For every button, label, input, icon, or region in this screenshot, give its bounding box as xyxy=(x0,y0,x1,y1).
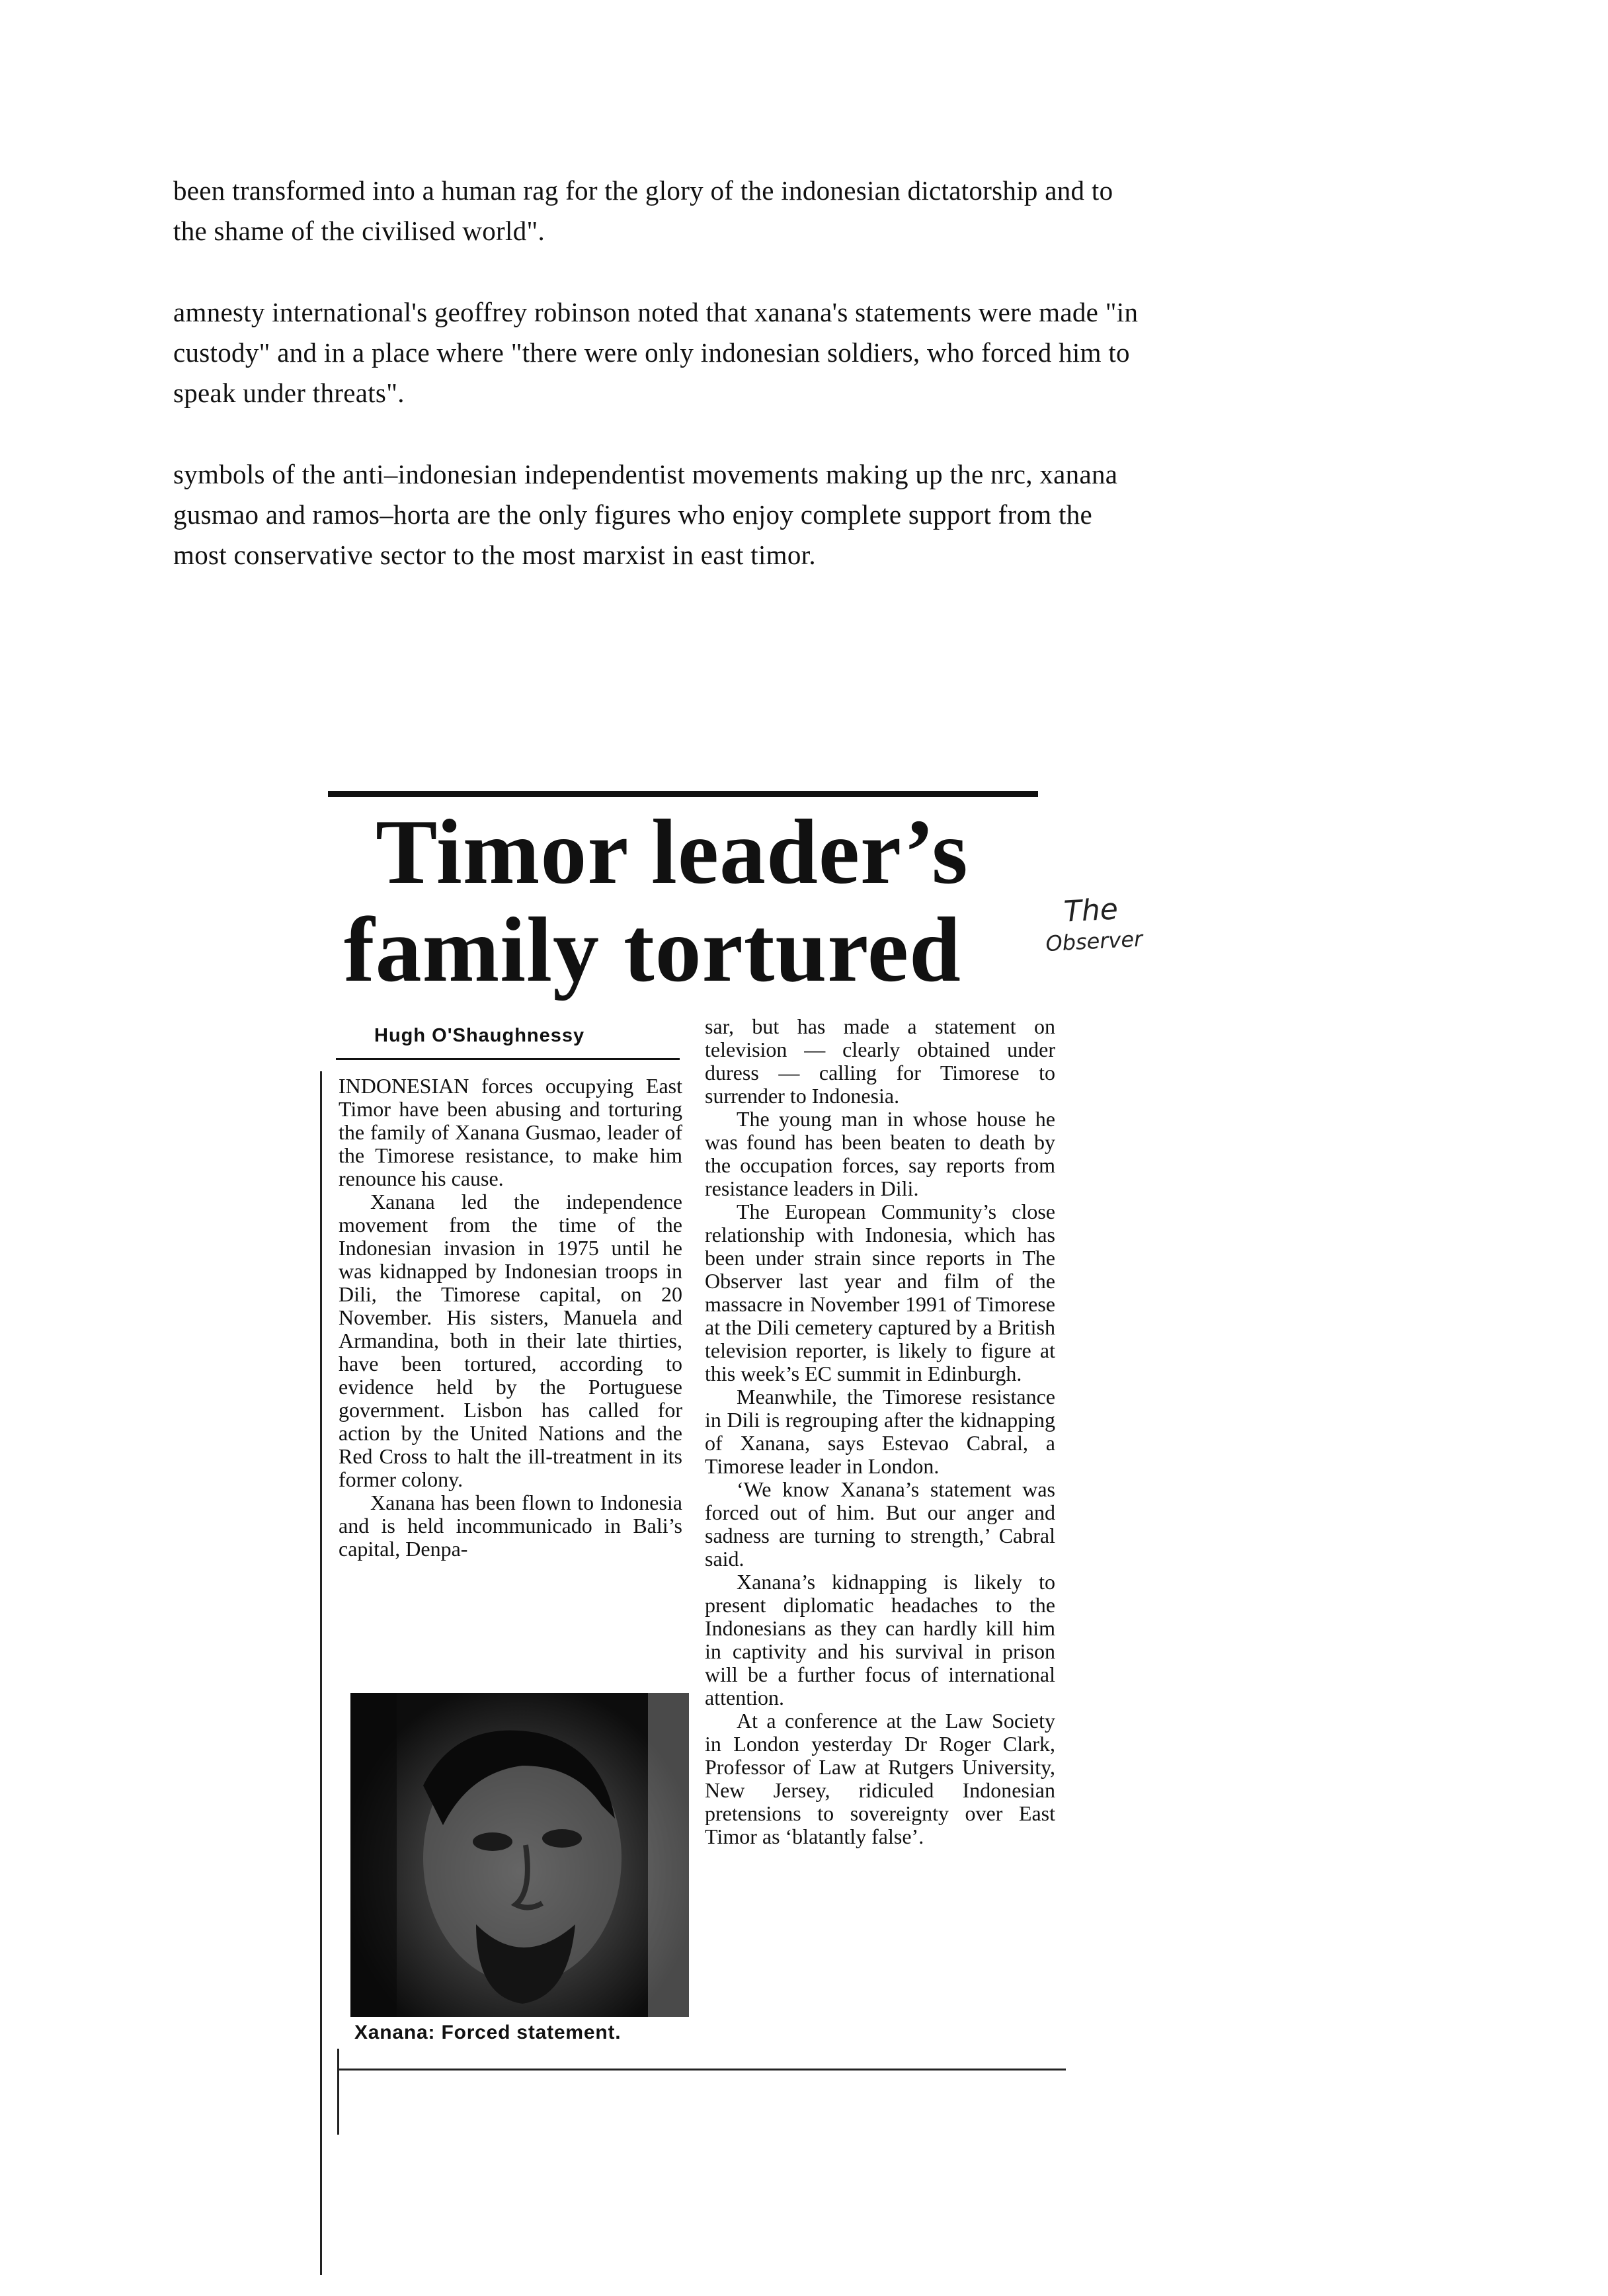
article-paragraph: At a conference at the Law Society in London yesterday Dr Roger Clark, Professor of Law at Rutgers University, New Jersey, ridiculed Indonesian pretensions to sovereignty over East Timor as ‘blatantly false’. xyxy=(705,1709,1055,1848)
article-paragraph: INDONESIAN forces occupying East Timor have been abusing and torturing the family of Xanana Gusmao, leader of the Timorese resistance, to make him renounce his cause. xyxy=(339,1074,682,1190)
article-paragraph: Meanwhile, the Timorese resistance in Dili is regrouping after the kidnapping of Xanana, says Estevao Cabral, a Timorese leader in London. xyxy=(705,1385,1055,1478)
portrait-photo-image xyxy=(350,1693,689,2017)
article-paragraph: Xanana led the independence movement from the time of the Indonesian invasion in 1975 until he was kidnapped by Indonesian troops in Dili, the Timorese capital, on 20 November. His sisters, Manuela and Armandina, both in their late thirties, have been tortured, according to evidence held by the Portuguese government. Lisbon has called for action by the United Nations and the Red Cross to halt the ill-treatment in its former colony. xyxy=(339,1190,682,1491)
article-paragraph: The young man in whose house he was found has been beaten to death by the occupation forces, say reports from resistance leaders in Dili. xyxy=(705,1107,1055,1200)
handwritten-note-line-1: The xyxy=(1063,892,1119,929)
byline-rule xyxy=(336,1058,680,1060)
byline: Hugh O'Shaughnessy xyxy=(374,1025,585,1046)
intro-paragraph: symbols of the anti–indonesian independentist movements making up the nrc, xanana gusmao and ramos–horta are the only figures who enjoy complete support from the most conservative sector to the most marxist in east timor. xyxy=(173,459,1118,570)
intro-text xyxy=(173,171,1152,616)
article-paragraph: ‘We know Xanana’s statement was forced out of him. But our anger and sadness are turning to strength,’ Cabral said. xyxy=(705,1477,1055,1571)
article-paragraph: Xanana has been flown to Indonesia and is held incommunicado in Bali’s capital, Denpa- xyxy=(339,1491,682,1561)
article-paragraph: sar, but has made a statement on television — clearly obtained under duress — calling for Timorese to surrender to Indonesia. xyxy=(705,1014,1055,1108)
clipping-bottom-rule xyxy=(339,2069,1066,2070)
clipping-left-rule xyxy=(337,2049,339,2135)
handwritten-note-line-2: Observer xyxy=(1045,926,1144,957)
portrait-photo xyxy=(350,1693,689,2017)
headline-line-1: Timor leader’s xyxy=(376,801,969,903)
article-paragraph: The European Community’s close relationship with Indonesia, which has been under strain since reports in The Observer last year and film of the massacre in November 1991 of Timorese at the Dili cemetery captured by a British television reporter, is likely to figure at this week’s EC summit in Edinburgh. xyxy=(705,1200,1055,1385)
article-column-2 xyxy=(705,1015,1055,1848)
article-paragraph: Xanana’s kidnapping is likely to present diplomatic headaches to the Indonesians as they can hardly kill him in captivity and his survival in prison will be a further focus of international attention. xyxy=(705,1570,1055,1709)
intro-paragraph: amnesty international's geoffrey robinson noted that xanana's statements were made "in custody" and in a place where "there were only indonesian soldiers, who forced him to speak under threats". xyxy=(173,297,1139,408)
clipping-top-rule xyxy=(328,791,1038,797)
headline-line-2: family tortured xyxy=(344,899,961,1001)
intro-paragraph: been transformed into a human rag for the glory of the indonesian dictatorship and to the shame of the civilised world". xyxy=(173,175,1113,246)
column-rule xyxy=(320,1071,322,2275)
clipping-headline xyxy=(344,803,1071,999)
photo-caption: Xanana: Forced statement. xyxy=(354,2022,622,2043)
article-column-1 xyxy=(339,1075,682,1561)
handwritten-source-note xyxy=(1043,889,1178,956)
